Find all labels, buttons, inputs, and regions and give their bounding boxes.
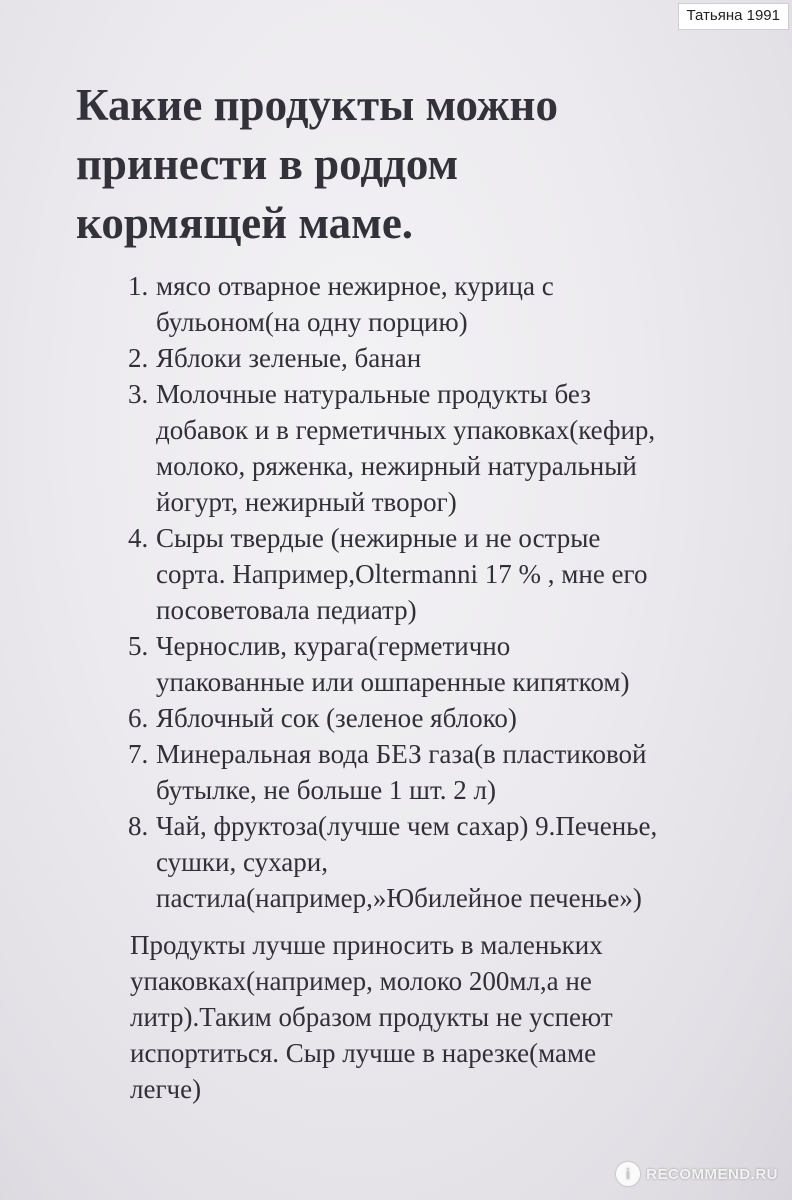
site-watermark xyxy=(616,1162,778,1186)
list-item xyxy=(128,736,657,808)
item-number: 2. xyxy=(128,343,149,373)
item-number: 8. xyxy=(128,811,149,841)
item-text-line: сушки, сухари, xyxy=(156,847,328,877)
item-text-line: пастила(например,»Юбилейное печенье») xyxy=(156,883,642,913)
closing-note xyxy=(130,927,613,1107)
item-number: 4. xyxy=(128,523,149,553)
list-item xyxy=(128,340,657,376)
item-number: 1. xyxy=(128,271,149,301)
list-item xyxy=(128,628,657,700)
item-number: 3. xyxy=(128,379,149,409)
document-title xyxy=(76,76,558,253)
item-text-line: молоко, ряженка, нежирный натуральный xyxy=(156,451,637,481)
item-text-line: сорта. Например,Oltermanni 17 % , мне его xyxy=(156,559,648,589)
item-text-line: Яблоки зеленые, банан xyxy=(156,343,422,373)
recommend-logo-icon: i xyxy=(616,1162,640,1186)
item-text-line: мясо отварное нежирное, курица с xyxy=(156,271,554,301)
list-item xyxy=(128,520,657,628)
list-item xyxy=(128,808,657,916)
item-text-line: Чай, фруктоза(лучше чем сахар) 9.Печенье, xyxy=(156,811,658,841)
item-text-line: Минеральная вода БЕЗ газа(в пластиковой xyxy=(156,739,647,769)
username-badge: Татьяна 1991 xyxy=(678,3,789,30)
note-line: испортиться. Сыр лучше в нарезке(маме xyxy=(130,1038,597,1068)
title-line: принести в роддом xyxy=(76,139,459,189)
item-text-line: посоветовала педиатр) xyxy=(156,595,417,625)
item-number: 7. xyxy=(128,739,149,769)
item-number: 6. xyxy=(128,703,149,733)
note-line: упаковках(например, молоко 200мл,а не xyxy=(130,966,592,996)
item-text-line: добавок и в герметичных упаковках(кефир, xyxy=(156,415,656,445)
products-list xyxy=(128,268,657,916)
list-item xyxy=(128,376,657,520)
item-text-line: Молочные натуральные продукты без xyxy=(156,379,591,409)
item-text-line: Яблочный сок (зеленое яблоко) xyxy=(156,703,517,733)
title-line: Какие продукты можно xyxy=(76,80,558,130)
item-number: 5. xyxy=(128,631,149,661)
item-text-line: бутылке, не больше 1 шт. 2 л) xyxy=(156,775,496,805)
list-item xyxy=(128,700,657,736)
note-line: литр).Таким образом продукты не успеют xyxy=(130,1002,613,1032)
note-line: легче) xyxy=(130,1074,202,1104)
note-line: Продукты лучше приносить в маленьких xyxy=(130,930,603,960)
item-text-line: Сыры твердые (нежирные и не острые xyxy=(156,523,601,553)
item-text-line: йогурт, нежирный творог) xyxy=(156,487,457,517)
item-text-line: Чернослив, курага(герметично xyxy=(156,631,511,661)
item-text-line: упакованные или ошпаренные кипятком) xyxy=(156,667,630,697)
watermark-text: RECOMMEND.RU xyxy=(646,1165,778,1183)
list-item xyxy=(128,268,657,340)
title-line: кормящей маме. xyxy=(76,198,414,248)
item-text-line: бульоном(на одну порцию) xyxy=(156,307,468,337)
